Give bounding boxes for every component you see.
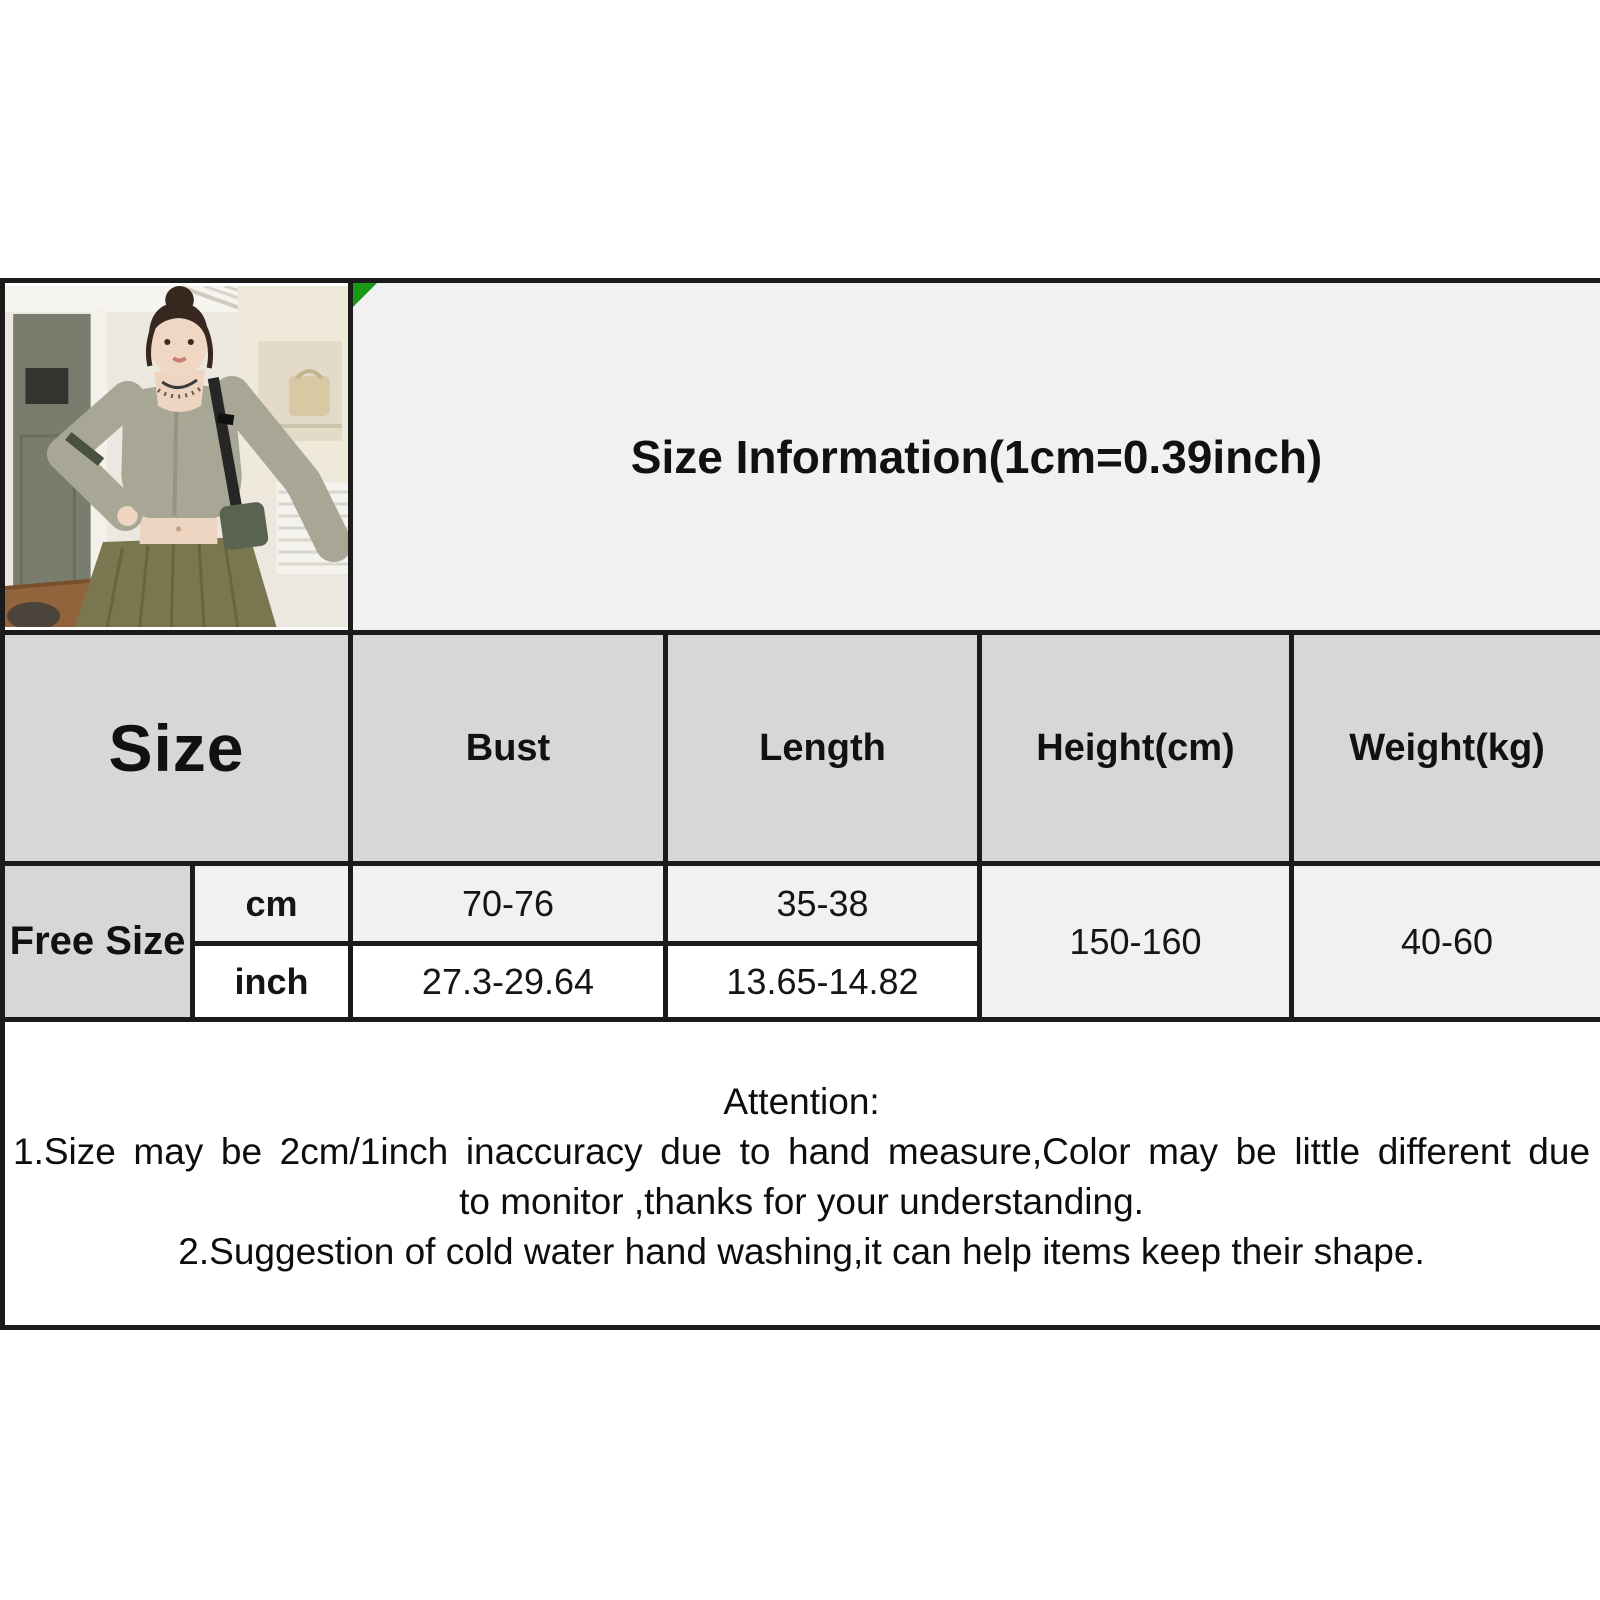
page-title: Size Information(1cm=0.39inch) (630, 430, 1323, 483)
model-photo (5, 286, 348, 627)
value-height: 150-160 (980, 864, 1292, 1020)
attention-block (5, 1071, 1600, 1277)
header-weight: Weight(kg) (1292, 633, 1600, 864)
value-length-inch: 13.65-14.82 (666, 944, 980, 1020)
header-row (3, 633, 1600, 864)
value-bust-inch: 27.3-29.64 (351, 944, 666, 1020)
attention-line-2: 2.Suggestion of cold water hand washing,it can help items keep their shape. (178, 1230, 1425, 1272)
attention-line-1-cont: to monitor ,thanks for your understanding. (459, 1180, 1144, 1222)
title-cell (351, 281, 1600, 633)
row-label-free-size: Free Size (3, 864, 193, 1020)
header-bust: Bust (351, 633, 666, 864)
header-height: Height(cm) (980, 633, 1292, 864)
value-bust-cm: 70-76 (351, 864, 666, 944)
header-length: Length (666, 633, 980, 864)
attention-line-1: 1.Size may be 2cm/1inch inaccuracy due to hand measure,Color may be little different due (13, 1130, 1591, 1172)
model-photo-cell (3, 281, 351, 633)
value-weight: 40-60 (1292, 864, 1600, 1020)
attention-cell (3, 1020, 1600, 1328)
attention-row (3, 1020, 1600, 1328)
header-size: Size (3, 633, 351, 864)
row-free-size-cm (3, 864, 1600, 944)
title-row (3, 281, 1600, 633)
unit-inch: inch (193, 944, 351, 1020)
value-length-cm: 35-38 (666, 864, 980, 944)
unit-cm: cm (193, 864, 351, 944)
attention-heading: Attention: (723, 1080, 880, 1122)
photo-bag-on-shelf (289, 376, 330, 416)
green-corner-marker-icon (353, 283, 377, 307)
size-chart-table (0, 278, 1600, 1330)
